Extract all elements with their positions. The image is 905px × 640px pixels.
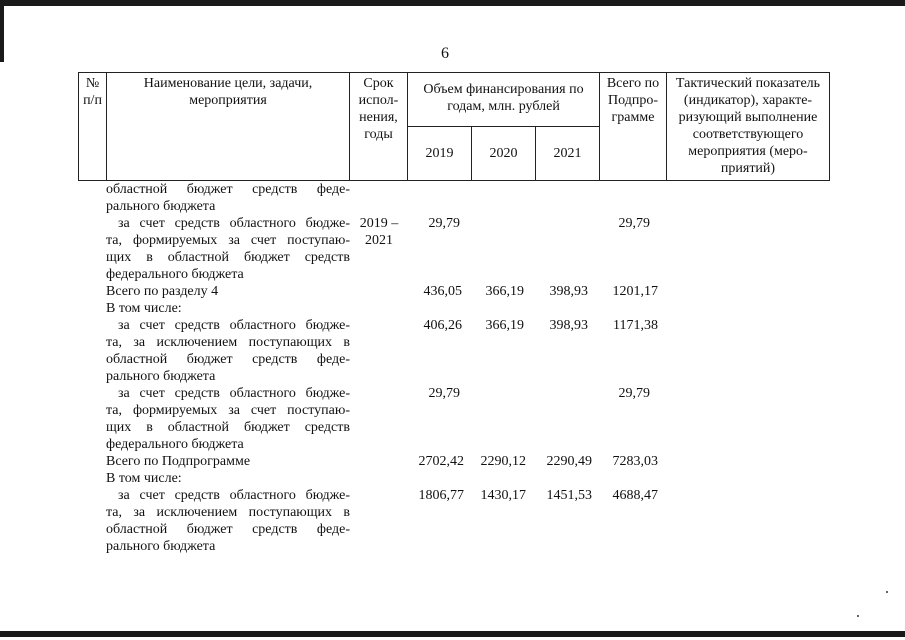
row-text-line: рального бюджета [106,369,216,384]
row-term-line: 2021 [365,233,393,248]
row-text-line: федерального бюджета [106,267,244,282]
row-value-total: 1201,17 [612,284,658,299]
header-col-total-line: Всего по [606,76,660,91]
row-value-2021: 1451,53 [546,488,592,503]
header-year-2021 [536,127,600,181]
header-col-indicator-line: ризующий выполнение [678,110,818,125]
header-col-name-line: мероприятия [189,93,267,108]
row-text-line: В том числе: [106,301,182,316]
row-value-2020: 2290,12 [480,454,526,469]
row-text-line: за счет средств областного бюдже- [118,386,350,401]
row-text-line: щих в областной бюджет средств [106,250,350,265]
row-term [352,215,406,249]
header-col-funding-line: Объем финансирования по [423,82,584,97]
table-row-name [106,283,350,300]
scan-border-top [0,0,905,6]
row-value-total: 7283,03 [612,454,658,469]
header-col-funding [408,73,600,127]
row-value-total: 29,79 [618,216,650,231]
row-text-line: та, за исключением поступающих в [106,505,350,520]
row-text-line: областной бюджет средств феде- [106,352,350,367]
row-text-line: В том числе: [106,471,182,486]
header-year-2019 [408,127,472,181]
row-value-2019: 29,79 [428,216,460,231]
row-text-line: та, формируемых за счет поступаю- [106,403,350,418]
row-text-line: областной бюджет средств феде- [106,182,350,197]
table-row-name [106,181,350,215]
row-text-line: рального бюджета [106,199,216,214]
row-value-2019: 406,26 [423,318,462,333]
row-value-2020: 366,19 [485,318,524,333]
header-year-label: 2021 [553,146,582,161]
header-col-total [600,73,667,181]
row-text-line: щих в областной бюджет средств [106,420,350,435]
table-row-name [106,470,350,487]
row-term-line: 2019 – [359,216,399,231]
header-col-name [107,73,350,181]
row-value-2021: 398,93 [549,284,588,299]
page-number: 6 [441,45,449,62]
header-year-label: 2019 [425,146,454,161]
row-value-2019: 2702,42 [418,454,464,469]
scan-speck [857,615,859,617]
header-col-term-line: годы [364,127,393,142]
header-col-number [79,73,107,181]
row-value-2019: 1806,77 [418,488,464,503]
row-value-total: 4688,47 [612,488,658,503]
row-value-2020: 366,19 [485,284,524,299]
scan-speck [886,591,888,593]
header-col-indicator-line: соответствующего [692,127,804,142]
header-col-indicator-line: мероприятия (меро- [688,144,808,159]
header-col-funding-line: годам, млн. рублей [447,99,560,114]
table-header [78,72,830,181]
header-year-2020 [472,127,536,181]
header-col-total-line: грамме [611,110,655,125]
header-col-term-line: нения, [359,110,398,125]
table-row-name [106,453,350,470]
table-row-name [106,385,350,453]
header-col-indicator [667,73,830,181]
row-text-line: Всего по Подпрограмме [106,454,251,469]
row-value-2021: 398,93 [549,318,588,333]
header-col-indicator-line: Тактический показатель [675,76,821,91]
row-text-line: за счет средств областного бюдже- [118,488,350,503]
row-text-line: рального бюджета [106,539,216,554]
row-text-line: та, за исключением поступающих в [106,335,350,350]
header-col-number-line: № [85,76,100,91]
header-col-indicator-line: приятий) [720,161,776,176]
row-text-line: та, формируемых за счет поступаю- [106,233,350,248]
header-col-term-line: Срок [363,76,394,91]
row-text-line: Всего по разделу 4 [106,284,219,299]
header-col-total-line: Подпро- [608,93,658,108]
header-year-label: 2020 [489,146,518,161]
row-text-line: за счет средств областного бюдже- [118,216,350,231]
header-col-name-line: Наименование цели, задачи, [143,76,313,91]
row-value-total: 1171,38 [613,318,658,333]
header-col-term [350,73,408,181]
row-text-line: федерального бюджета [106,437,244,452]
header-col-number-line: п/п [83,93,102,108]
scan-border-left [0,0,4,62]
table-row-name [106,215,350,283]
scan-border-bottom [0,631,905,637]
header-col-indicator-line: (индикатор), характе- [683,93,813,108]
row-value-2019: 436,05 [423,284,462,299]
table-row-name [106,300,350,317]
table-row-name [106,487,350,555]
table-row-name [106,317,350,385]
row-text-line: за счет средств областного бюдже- [118,318,350,333]
row-value-2019: 29,79 [428,386,460,401]
row-value-2021: 2290,49 [546,454,592,469]
header-col-term-line: испол- [358,93,399,108]
row-text-line: областной бюджет средств феде- [106,522,350,537]
row-value-total: 29,79 [618,386,650,401]
row-value-2020: 1430,17 [480,488,526,503]
